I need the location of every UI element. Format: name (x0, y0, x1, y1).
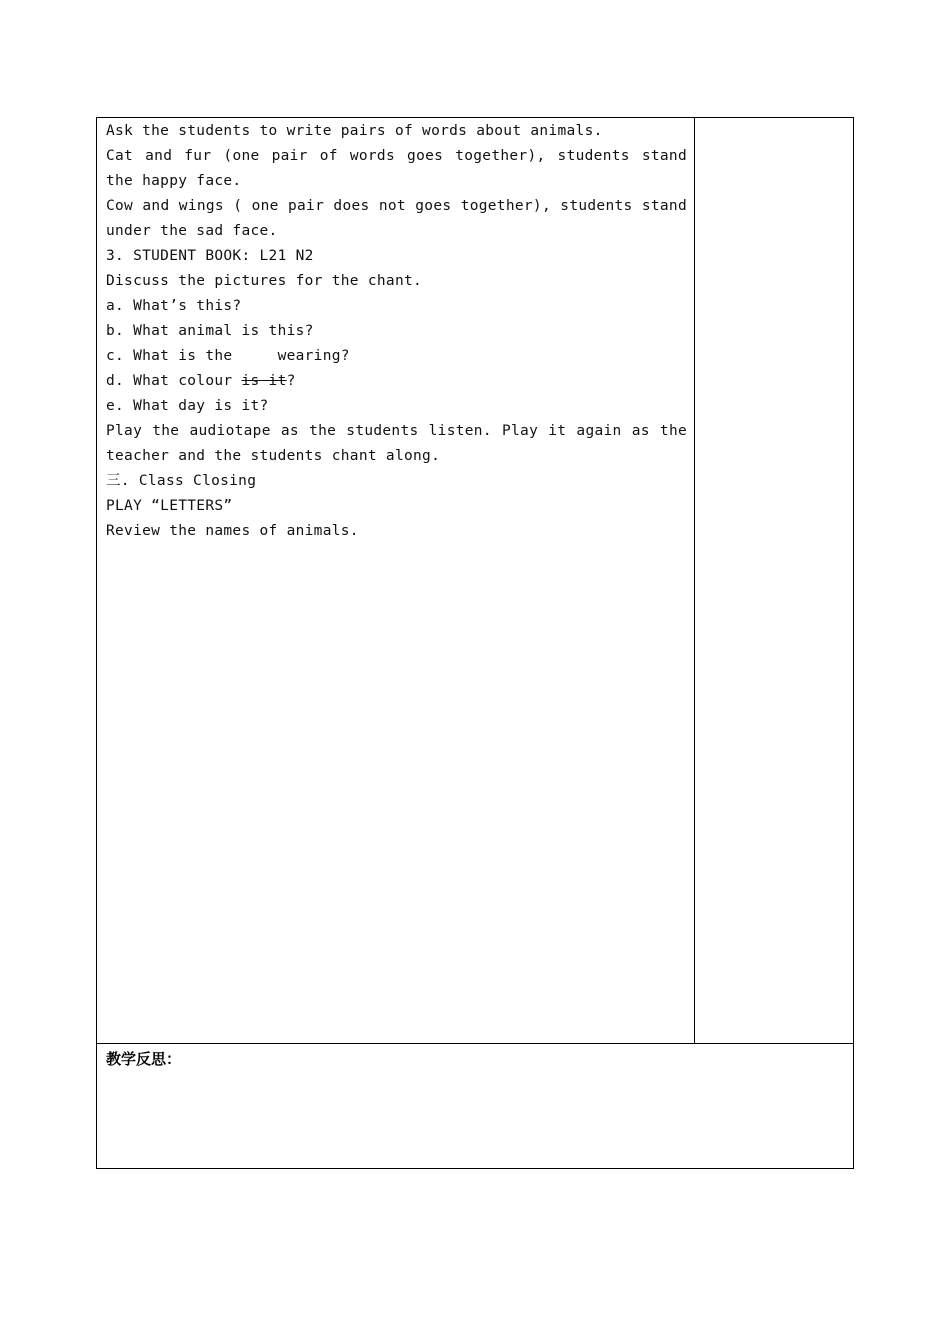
text-line: Ask the students to write pairs of words about animals. (106, 123, 603, 139)
question-item: a. What’s this? (106, 298, 242, 314)
text-line: under the sad face. (106, 223, 278, 239)
reflection-label: 教学反思： (106, 1050, 182, 1068)
text-line: the happy face. (106, 173, 242, 189)
question-item: c. What is the wearing? (106, 348, 350, 364)
question-item: b. What animal is this? (106, 323, 314, 339)
lesson-table (96, 117, 854, 1169)
section-heading: 三. Class Closing (106, 473, 257, 489)
text-line: Play the audiotape as the students listen. Play it again as the (106, 423, 687, 439)
question-text: d. What colour (106, 373, 242, 389)
text-line: Cat and fur (one pair of words goes together), students stand (106, 148, 687, 164)
text-line: Review the names of animals. (106, 523, 359, 539)
lesson-text (106, 119, 687, 544)
text-line: Discuss the pictures for the chant. (106, 273, 423, 289)
notes-cell (695, 118, 853, 1044)
question-mark: ? (286, 373, 296, 389)
section-heading: 3. STUDENT BOOK: L21 N2 (106, 248, 314, 264)
struck-text: is it (241, 373, 287, 389)
reflection-cell (97, 1044, 853, 1168)
text-line: Cow and wings ( one pair does not goes together), students stand (106, 198, 687, 214)
question-item (106, 369, 687, 394)
lesson-content-cell (97, 118, 695, 1044)
text-line: PLAY “LETTERS” (106, 498, 233, 514)
text-line: teacher and the students chant along. (106, 448, 441, 464)
question-item: e. What day is it? (106, 398, 269, 414)
